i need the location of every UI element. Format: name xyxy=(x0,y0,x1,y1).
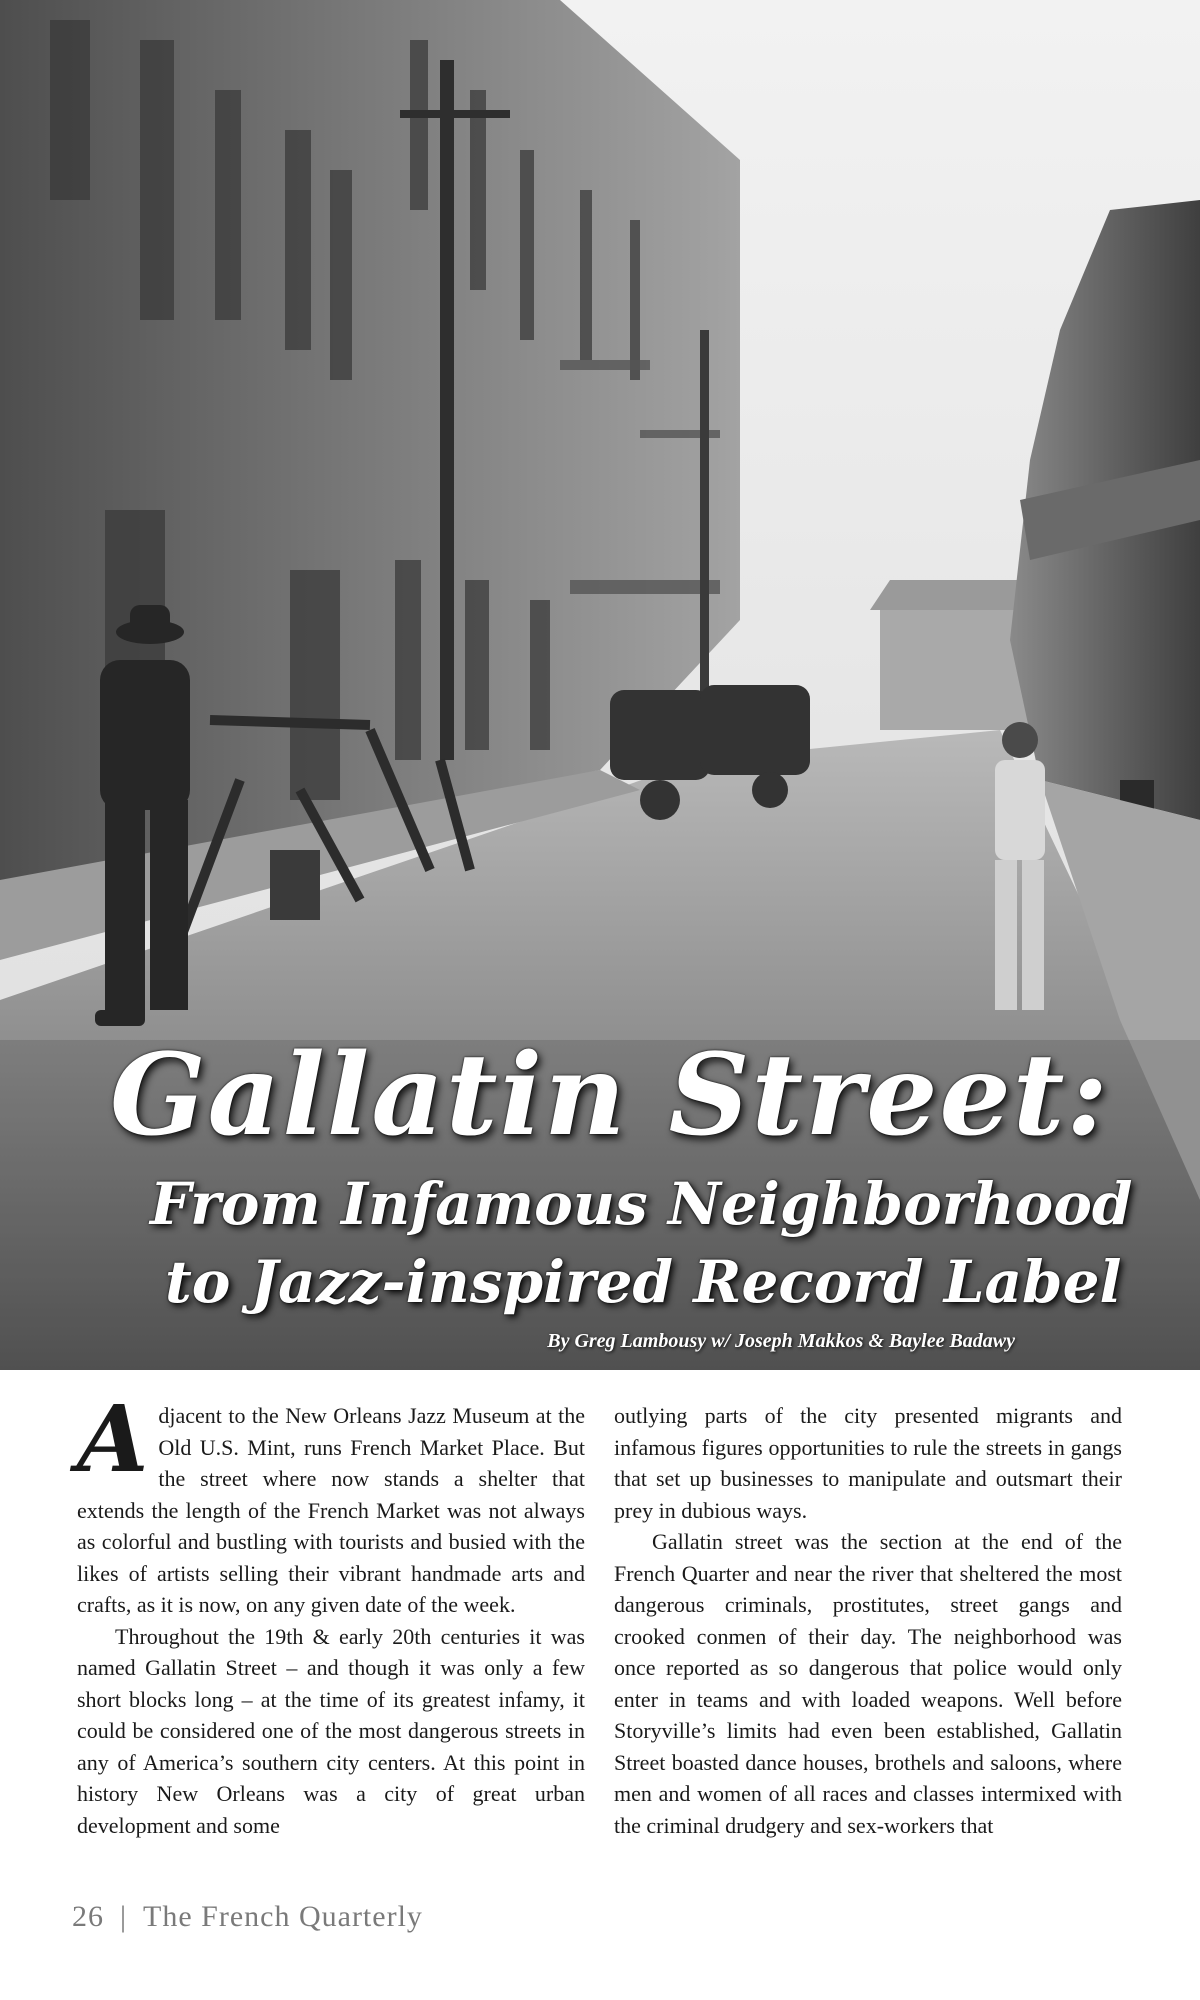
article-column-left xyxy=(77,1385,585,1841)
footer-separator: | xyxy=(120,1900,128,1933)
article-paragraph: Gallatin street was the section at the end of the French Quarter and near the river that sheltered the most dangerous criminals, prostitutes, street gangs and crooked conmen of their day. The neighborhood was once reported as so dangerous that police would only enter in teams and with loaded weapons. Well before Storyville’s limits had even been established, Gallatin Street boasted dance houses, brothels and saloons, where men and women of all races and classes intermixed with the criminal drudgery and sex-workers that xyxy=(614,1529,1122,1838)
article-byline: By Greg Lambousy w/ Joseph Makkos & Baylee Badawy xyxy=(547,1330,1015,1352)
page-footer xyxy=(72,1900,423,1934)
paragraph-text: djacent to the New Orleans Jazz Museum at the Old U.S. Mint, runs French Market Place. But the street where now stands a shelter that extends the length of the French Market was not always as colorful and bustling with tourists and busied with the likes of artists selling their vibrant handmade arts and crafts, as it is now, on any given date of the week. xyxy=(77,1403,585,1617)
publication-name: The French Quarterly xyxy=(143,1900,423,1933)
article-paragraph: Throughout the 19th & early 20th centuries it was named Gallatin Street – and though it was only a few short blocks long – at the time of its greatest infamy, it could be considered one of the most dangerous streets in any of America’s southern city centers. At this point in history New Orleans was a city of great urban development and some xyxy=(77,1623,585,1838)
page-number: 26 xyxy=(72,1900,104,1933)
article-subtitle-line2: to Jazz-inspired Record Label xyxy=(165,1248,1122,1316)
article-subtitle-line1: From Infamous Neighborhood xyxy=(150,1170,1133,1238)
article-paragraph xyxy=(77,1385,585,1621)
article-title: Gallatin Street: xyxy=(110,1030,1110,1161)
article-paragraph: outlying parts of the city presented migrants and infamous figures opportunities to rule the streets in gangs that set up businesses to manipulate and outsmart their prey in dubious ways. xyxy=(614,1403,1122,1523)
title-block xyxy=(0,1030,1200,1370)
drop-cap: A xyxy=(77,1385,149,1493)
article-column-right xyxy=(614,1400,1122,1841)
